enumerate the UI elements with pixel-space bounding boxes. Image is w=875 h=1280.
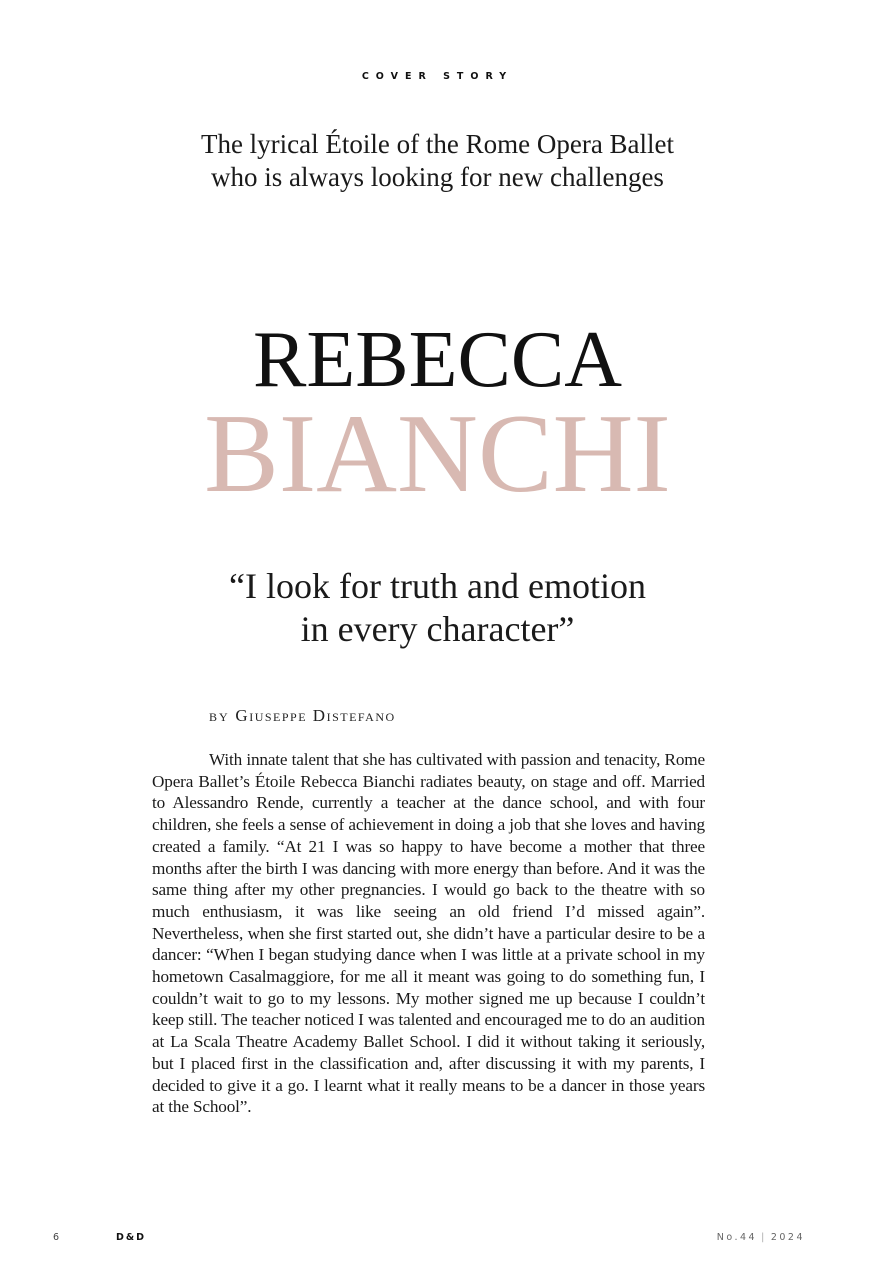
byline-author: Giuseppe Distefano — [235, 706, 396, 725]
headline-last-name: BIANCHI — [204, 392, 671, 516]
page-number: 6 — [53, 1232, 60, 1243]
article-body: With innate talent that she has cultivated with passion and tenacity, Rome Opera Ballet’s Étoile Rebecca Bianchi radiates beauty, on stage and off. Married to Alessandro Rende, currently a teacher at the dance school, and with four children, she feels a sense of achievement in doing a job that she loves and having created a family. “At 21 I was so happy to have become a mother that three months after the birth I was dancing with more energy than before. And it was the same thing after my other pregnancies. I would go back to the theatre with so much enthusiasm, it was like seeing an old friend I’d missed again”. Nevertheless, when she first started out, she didn’t have a particular desire to be a dancer: “When I began studying dance when I was little at a private school in my hometown Casalmaggiore, for me all it meant was going to do something fun, I couldn’t wait to go to my lessons. My mother signed me up because I couldn’t keep still. The teacher noticed I was talented and encouraged me to do an audition at La Scala Theatre Academy Ballet School. I did it without taking it seriously, but I placed first in the classification and, after discussing it with my parents, I decided to give it a go. I learnt what it really means to be a dancer in those years at the School”. — [152, 750, 705, 1117]
issue-year: 2024 — [770, 1232, 805, 1243]
headline-first-name: REBECCA — [253, 316, 622, 404]
subtitle-line-1: The lyrical Étoile of the Rome Opera Ballet — [200, 129, 675, 159]
issue-number: No.44 — [716, 1232, 758, 1243]
pull-quote-line-2: in every character” — [300, 609, 575, 649]
magazine-logo: D&D — [116, 1232, 147, 1243]
byline — [209, 706, 396, 726]
pull-quote — [0, 565, 875, 651]
issue-info — [717, 1232, 805, 1243]
byline-prefix: BY — [209, 710, 230, 724]
article-subtitle — [0, 128, 875, 194]
section-label: COVER STORY — [361, 71, 514, 82]
pull-quote-line-1: “I look for truth and emotion — [229, 566, 646, 606]
subtitle-line-2: who is always looking for new challenges — [211, 162, 664, 192]
issue-separator: | — [761, 1232, 767, 1243]
